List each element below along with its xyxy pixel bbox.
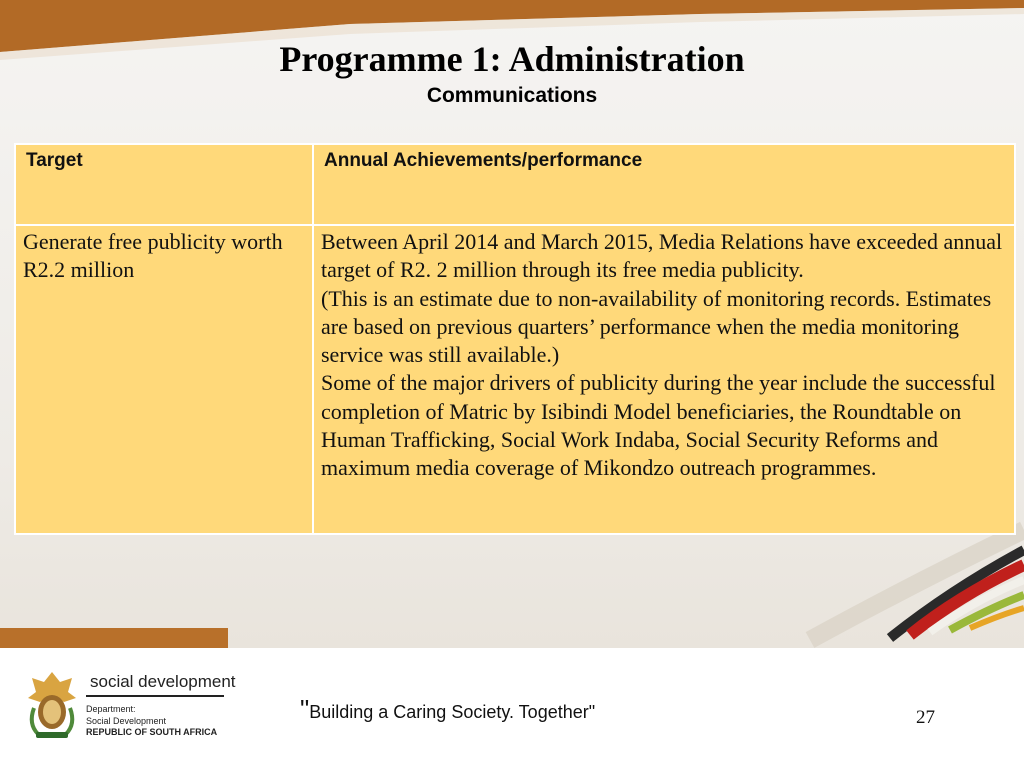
- achievements-table: [14, 143, 1016, 535]
- slogan-open-quote: ": [300, 694, 310, 724]
- header-target: Target: [15, 144, 313, 225]
- slide-subtitle: Communications: [426, 84, 598, 107]
- brand-divider: [86, 695, 224, 697]
- table-header-row: [15, 144, 1015, 225]
- brand-name: social development: [90, 672, 236, 691]
- page-number: 27: [916, 707, 935, 728]
- department-country: REPUBLIC OF SOUTH AFRICA: [86, 727, 218, 737]
- header-achievements: Annual Achievements/performance: [313, 144, 1015, 225]
- slide-title: Programme 1: Administration: [279, 39, 745, 79]
- cell-achievement: [313, 225, 1015, 534]
- achievement-paragraph: Some of the major drivers of publicity during the year include the successful completion of Matric by Isibindi Model beneficiaries, the Roundtable on Human Trafficking, Social Work Indaba, Social Security Reforms and maximum media coverage of Mikondzo outreach programmes.: [321, 370, 996, 481]
- achievement-paragraph: (This is an estimate due to non-availability of monitoring records. Estimates are based on previous quarters’ performance when the media monitoring service was still available.): [321, 285, 992, 368]
- department-label: [86, 704, 217, 739]
- coat-of-arms-icon: [24, 668, 80, 742]
- bead-decoration: [800, 520, 1024, 648]
- slogan-text: Building a Caring Society. Together": [309, 702, 596, 722]
- cell-target: Generate free publicity worth R2.2 million: [15, 225, 313, 534]
- achievement-paragraph: Between April 2014 and March 2015, Media Relations have exceeded annual target of R2. 2 million through its free media publicity.: [321, 229, 1003, 283]
- department-line: Social Development: [86, 715, 167, 726]
- slogan: [300, 694, 595, 725]
- table-row: [15, 225, 1015, 534]
- department-line: Department:: [86, 704, 136, 714]
- bottom-band: [0, 628, 228, 648]
